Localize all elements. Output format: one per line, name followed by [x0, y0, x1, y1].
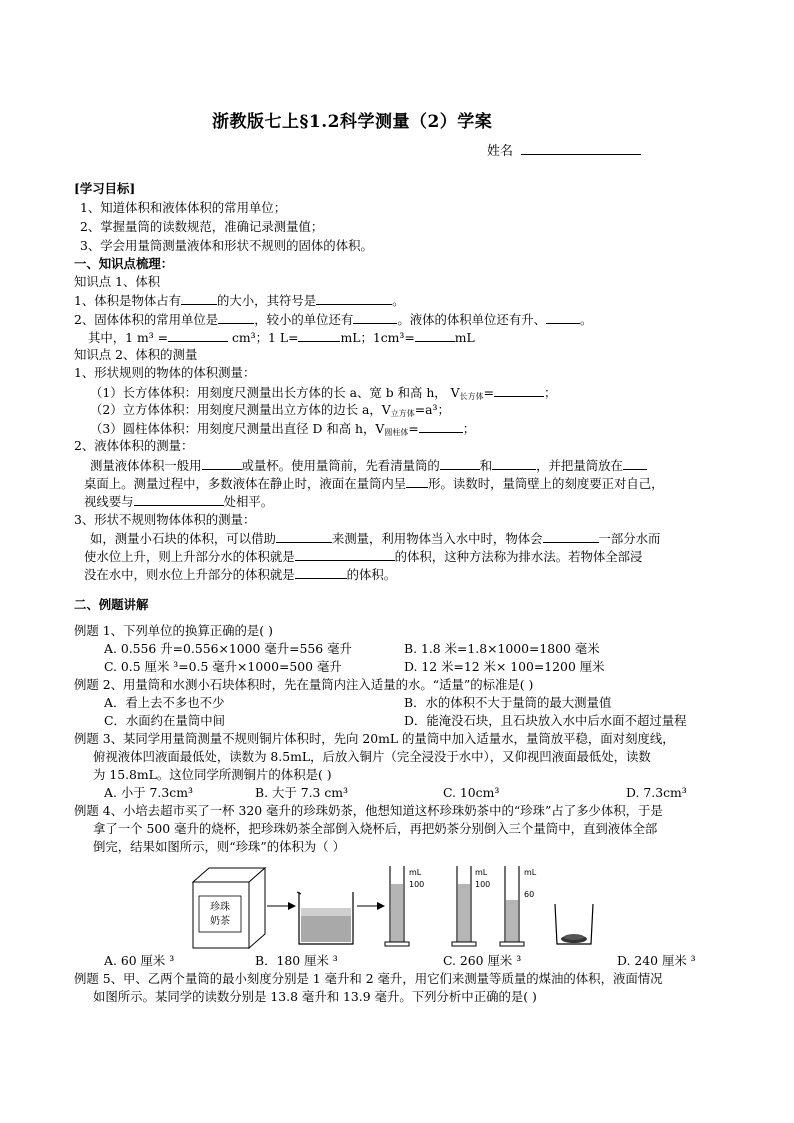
question-line	[84, 548, 642, 565]
question-line	[88, 329, 475, 346]
q5a-text: 一部分水而	[598, 531, 661, 546]
answer-blank[interactable]	[623, 457, 647, 470]
answer-blank[interactable]	[134, 493, 224, 506]
arrow-icon	[357, 902, 385, 910]
page-title: 浙教版七上§1.2科学测量（2）学案	[212, 112, 493, 132]
answer-blank[interactable]	[218, 311, 254, 324]
scale-label: 100	[409, 880, 425, 889]
question-line	[90, 457, 647, 474]
q4a-text: ，并把量筒放在	[536, 458, 623, 473]
q5a-text: 如，测量小石块的体积，可以借助	[90, 531, 276, 546]
graduated-cylinder	[385, 866, 424, 946]
ex3-line: 例题 3、某同学用量筒测量不规则铜片体积时，先向 20mL 的量筒中加入适量水，量筒放平稳，面对刻度线，	[74, 731, 675, 746]
option-a[interactable]: A. 0.556 升=0.556×1000 毫升=556 毫升	[104, 641, 352, 656]
q1-text: 1、体积是物体占有	[74, 293, 182, 308]
name-field	[487, 140, 641, 159]
answer-blank[interactable]	[202, 457, 242, 470]
unit-label: mL	[409, 868, 422, 877]
answer-blank[interactable]	[181, 292, 217, 305]
graduated-cylinder	[500, 866, 537, 946]
answer-blank[interactable]	[440, 457, 480, 470]
ex4-line: 例题 4、小培去超市买了一杯 320 毫升的珍珠奶茶，他想知道这杯珍珠奶茶中的“珍珠”占了多少体积，于是	[74, 803, 663, 818]
question-line	[84, 475, 664, 492]
ex4-line: 拿了一个 500 毫升的烧杯，把珍珠奶茶全部倒入烧杯后，再把奶茶分别倒入三个量筒中，直到液体全部	[93, 821, 658, 836]
arrow-icon	[267, 902, 296, 910]
q5a-text: 来测量，利用物体当入水中时，物体会	[331, 531, 543, 546]
q3c-text: ；	[462, 421, 476, 436]
q1-text: 。	[392, 293, 405, 308]
q3c-text: （3）圆柱体体积：用刻度尺测量出直径 D 和高 h，V	[90, 421, 385, 436]
option-b[interactable]: B. 1.8 米=1.8×1000=1800 毫米	[404, 641, 600, 656]
answer-blank[interactable]	[406, 475, 428, 488]
question-line	[84, 566, 396, 583]
option-b[interactable]: B．水的体积不大于量筒的最大测量值	[404, 695, 612, 710]
answer-blank[interactable]	[168, 329, 228, 342]
milk-tea-box	[193, 868, 265, 948]
q5c-text: 的体积。	[346, 567, 397, 582]
goal-item: 3、学会用量筒测量液体和形状不规则的固体的体积。	[80, 238, 373, 253]
option-c[interactable]: C．水面约在量筒中间	[104, 713, 225, 728]
option-a[interactable]: A．看上去不多也不少	[104, 695, 225, 710]
answer-blank[interactable]	[316, 292, 392, 305]
goals-heading: [学习目标]	[74, 181, 136, 196]
subscript: 圆柱体	[384, 428, 409, 437]
option-c[interactable]: C. 260 厘米 ³	[443, 953, 522, 968]
option-b[interactable]: B．180 厘米 ³	[255, 953, 338, 968]
box-label: 奶茶	[210, 916, 230, 927]
answer-blank[interactable]	[295, 566, 347, 579]
ex1-stem: 例题 1、下列单位的换算正确的是( )	[74, 623, 273, 638]
answer-blank[interactable]	[276, 530, 332, 543]
q4c-text: 处相平。	[223, 494, 274, 509]
question-line: 2、液体体积的测量：	[74, 438, 194, 453]
q4a-text: 测量液体体积一般用	[90, 458, 202, 473]
pearl-tea-figure	[185, 862, 605, 950]
q4b-text: 桌面上。测量过程中，多数液体在静止时，液面在量筒内呈	[84, 476, 407, 491]
answer-blank[interactable]	[415, 329, 455, 342]
section2-heading: 二、例题讲解	[74, 597, 149, 612]
option-d[interactable]: D. 240 厘米 ³	[617, 953, 696, 968]
goal-item: 1、知道体积和液体体积的常用单位；	[80, 200, 287, 215]
ex5-line: 例题 5、甲、乙两个量筒的最小刻度分别是 1 毫升和 2 毫升，用它们来测量等质量的煤油的体积，液面情况	[74, 971, 663, 986]
q3b-text: （2）立方体体积：用刻度尺测量出立方体的边长 a，V	[90, 402, 391, 417]
q5c-text: 没在水中，则水位上升部分的体积就是	[84, 567, 295, 582]
question-line	[84, 493, 273, 510]
point1-heading: 知识点 1、体积	[74, 274, 161, 289]
question-line	[90, 530, 660, 547]
name-blank[interactable]	[521, 142, 641, 155]
ex5-line: 如图所示。某同学的读数分别是 13.8 毫升和 13.9 毫升。下列分析中正确的是( )	[93, 989, 537, 1004]
q2-text: 2、固体体积的常用单位是	[74, 312, 219, 327]
graduated-cylinder	[452, 866, 490, 946]
q2-text: 。液体的体积单位还有升、	[397, 312, 546, 327]
question-line: 3、形状不规则物体体积的测量：	[74, 512, 256, 527]
question-line	[74, 311, 592, 328]
option-c[interactable]: C. 10cm³	[443, 785, 500, 800]
ex3-line: 俯视液体凹液面最低处，读数为 8.5mL，后放入铜片（完全浸没于水中），又仰视凹液面最低处，读数	[93, 749, 651, 764]
beaker-with-tea	[297, 892, 353, 944]
option-b[interactable]: B. 大于 7.3 cm³	[255, 785, 349, 800]
answer-blank[interactable]	[298, 329, 340, 342]
subscript: 立方体	[390, 409, 415, 418]
answer-blank[interactable]	[494, 384, 544, 397]
q3a-text: ；	[543, 385, 557, 400]
option-c[interactable]: C. 0.5 厘米 ³=0.5 毫升×1000=500 毫升	[104, 659, 342, 674]
ex3-line: 为 15.8mL。这位同学所测铜片的体积是( )	[93, 767, 332, 782]
option-a[interactable]: A. 小于 7.3cm³	[104, 785, 193, 800]
q2b-text: 其中，1 m³ =	[88, 330, 169, 345]
option-d[interactable]: D. 12 米=12 米× 100=1200 厘米	[404, 659, 605, 674]
q4a-text: 和	[479, 458, 493, 473]
answer-blank[interactable]	[353, 311, 397, 324]
section1-heading: 一、知识点梳理：	[74, 256, 174, 271]
box-label: 珍珠	[210, 902, 230, 913]
q3a-text: （1）长方体体积：用刻度尺测量出长方体的长 a、宽 b 和高 h， V	[90, 385, 460, 400]
scale-label: 100	[475, 880, 491, 889]
q5b-text: 使水位上升，则上升部分水的体积就是	[84, 549, 295, 564]
answer-blank[interactable]	[295, 548, 395, 561]
q3c-text: =	[408, 421, 419, 436]
q3b-text: =a³；	[414, 402, 450, 417]
answer-blank[interactable]	[543, 530, 599, 543]
question-line	[90, 402, 450, 422]
q4a-text: 或量杯。使用量筒前，先看清量筒的	[241, 458, 440, 473]
answer-blank[interactable]	[492, 457, 536, 470]
beaker-with-pearls	[555, 904, 593, 944]
goal-item: 2、掌握量筒的读数规范，准确记录测量值；	[80, 219, 324, 234]
q2-text: 。	[580, 312, 593, 327]
q3a-text: =	[483, 385, 494, 400]
q2-text: ，较小的单位还有	[254, 312, 354, 327]
ex2-stem: 例题 2、用量筒和水测小石块体积时，先在量筒内注入适量的水。“适量”的标准是( )	[74, 677, 534, 692]
q4b-text: 形。读数时，量筒壁上的刻度要正对自己，	[428, 476, 664, 491]
option-d[interactable]: D．能淹没石块，且石块放入水中后水面不超过量程	[404, 713, 687, 728]
scale-label: 60	[524, 890, 535, 899]
q2b-text: mL；1cm³=	[340, 330, 415, 345]
unit-label: mL	[475, 868, 488, 877]
unit-label: mL	[524, 868, 537, 877]
q4c-text: 视线要与	[84, 494, 134, 509]
option-a[interactable]: A. 60 厘米 ³	[104, 953, 175, 968]
question-line: 1、形状规则的物体的体积测量：	[74, 365, 256, 380]
question-line	[74, 292, 405, 309]
q2b-text: cm³；1 L=	[231, 330, 299, 345]
q5b-text: 的体积，这种方法称为排水法。若物体全部浸	[394, 549, 643, 564]
ex4-line: 倒完，结果如图所示，则“珍珠”的体积为（ ）	[93, 839, 346, 854]
subscript: 长方体	[459, 392, 484, 401]
q1-text: 的大小，其符号是	[217, 293, 317, 308]
answer-blank[interactable]	[546, 311, 580, 324]
q2b-text: mL	[454, 330, 475, 345]
point2-heading: 知识点 2、体积的测量	[74, 347, 198, 362]
name-label: 姓名	[487, 144, 514, 159]
answer-blank[interactable]	[419, 420, 463, 433]
option-d[interactable]: D. 7.3cm³	[626, 785, 687, 800]
